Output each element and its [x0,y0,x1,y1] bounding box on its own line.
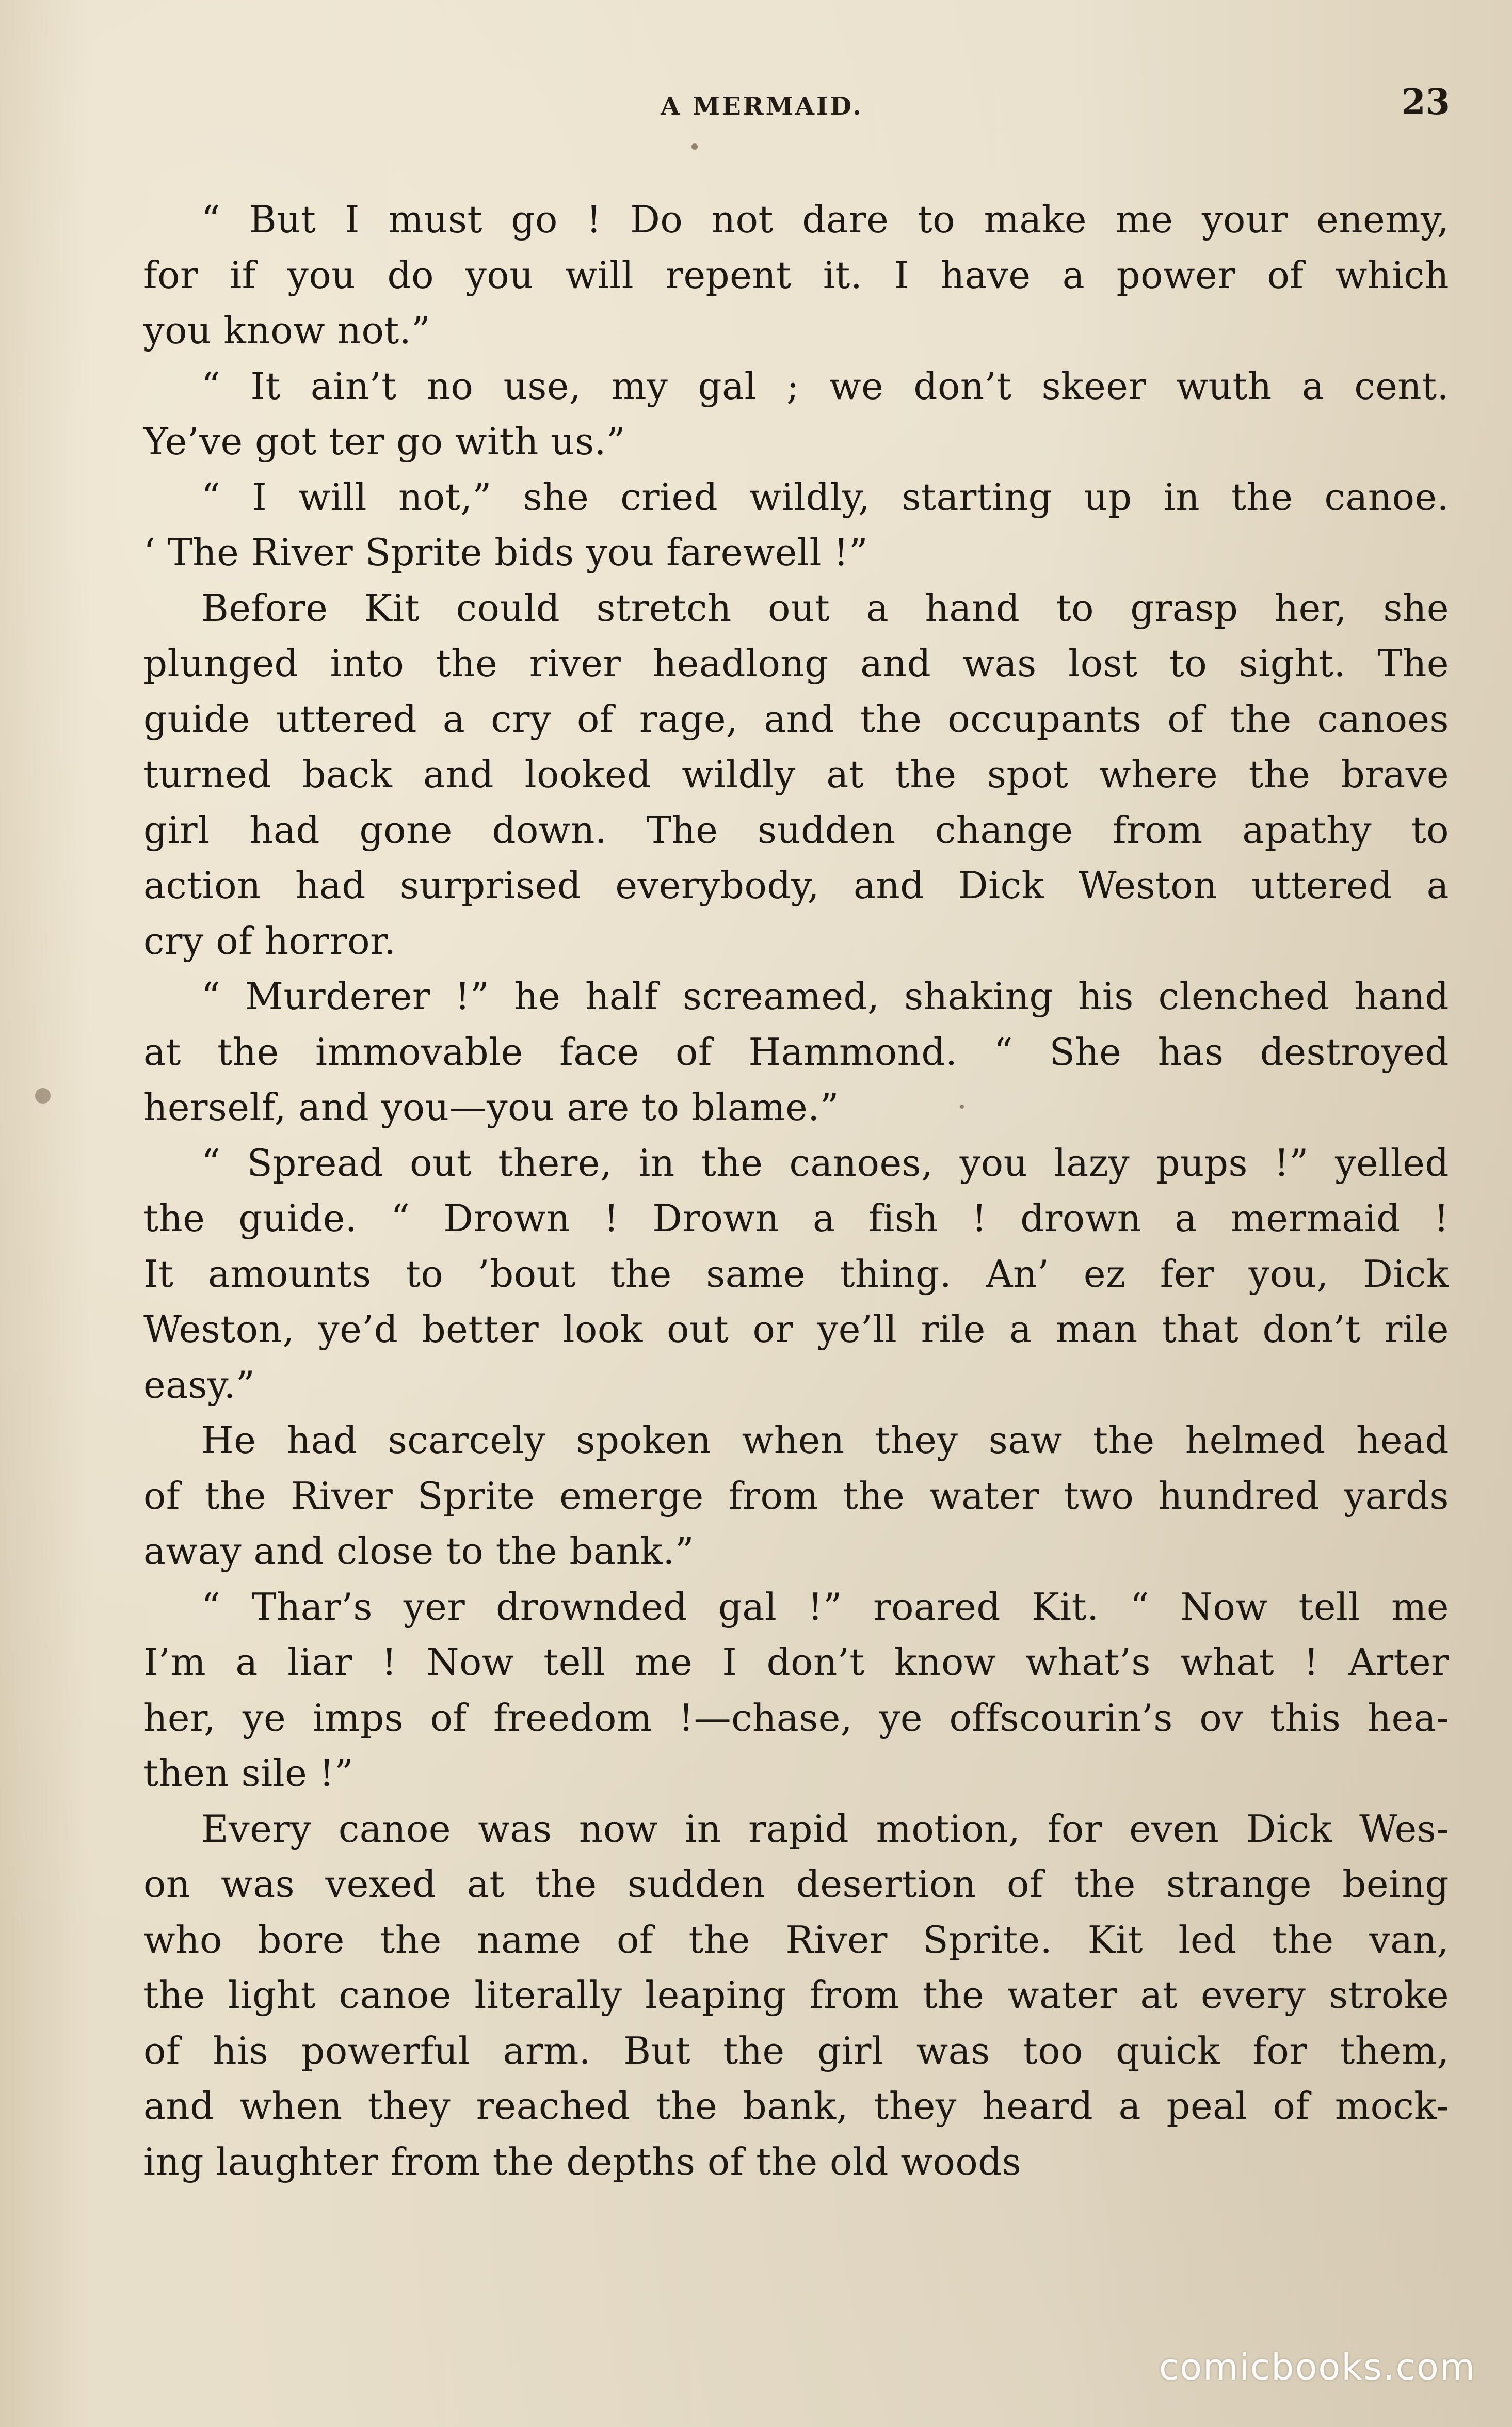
ink-speck [691,143,698,150]
ink-speck [35,1088,51,1104]
text-line: “ Murderer !” he half screamed, shaking his clenched hand [201,975,1449,1018]
ink-speck [960,1105,964,1109]
text-line: “ But I must go ! Do not dare to make me your enemy, [201,198,1449,241]
watermark: comicbooks.com [1159,2346,1476,2388]
text-line: “ Spread out there, in the canoes, you lazy pups !” yelled [201,1141,1449,1185]
page-number: 23 [1401,82,1450,123]
text-line: at the immovable face of Hammond. “ She has destroyed [143,1030,1449,1074]
text-line: plunged into the river headlong and was lost to sight. The [143,642,1449,685]
text-line: on was vexed at the sudden desertion of the strange being [143,1862,1449,1906]
text-line: “ Thar’s yer drownded gal !” roared Kit. “ Now tell me [201,1585,1449,1628]
text-line: turned back and looked wildly at the spot where the brave [143,753,1449,796]
text-line: girl had gone down. The sudden change from apathy to [143,808,1449,852]
text-line: cry of horror. [143,919,396,963]
text-line: of the River Sprite emerge from the water two hundred yards [143,1474,1449,1518]
text-line: Ye’ve got ter go with us.” [143,420,626,463]
text-line: the guide. “ Drown ! Drown a fish ! drown a mermaid ! [143,1196,1449,1240]
text-line: who bore the name of the River Sprite. Kit led the van, [143,1918,1449,1961]
text-line: easy.” [143,1363,255,1407]
text-line: away and close to the bank.” [143,1529,695,1573]
text-line: I’m a liar ! Now tell me I don’t know what’s what ! Arter [143,1640,1449,1684]
text-line: herself, and you—you are to blame.” [143,1085,839,1129]
body-text [143,192,1449,2190]
text-line: of his powerful arm. But the girl was too quick for them, [143,2029,1449,2072]
text-line: Weston, ye’d better look out or ye’ll rile a man that don’t rile [143,1307,1449,1351]
text-line: for if you do you will repent it. I have a power of which [143,253,1449,297]
text-line: and when they reached the bank, they heard a peal of mock- [143,2084,1449,2128]
text-line: guide uttered a cry of rage, and the occupants of the canoes [143,697,1449,741]
text-line: ‘ The River Sprite bids you farewell !” [143,531,868,574]
page-header [139,77,1450,139]
text-line: the light canoe literally leaping from the water at every stroke [143,1973,1449,2017]
text-line: Every canoe was now in rapid motion, for even Dick Wes- [201,1807,1449,1850]
text-line: “ I will not,” she cried wildly, starting up in the canoe. [201,475,1449,519]
text-line: He had scarcely spoken when they saw the helmed head [201,1418,1449,1462]
text-line: Before Kit could stretch out a hand to grasp her, she [201,586,1449,630]
running-head: A MERMAID. [661,92,864,121]
text-line: her, ye imps of freedom !—chase, ye offscourin’s ov this hea- [143,1696,1449,1739]
text-line: action had surprised everybody, and Dick Weston uttered a [143,864,1449,907]
text-line: “ It ain’t no use, my gal ; we don’t skeer wuth a cent. [201,364,1449,408]
text-line: It amounts to ’bout the same thing. An’ ez fer you, Dick [143,1252,1449,1296]
text-line: then sile !” [143,1751,354,1795]
text-line: you know not.” [143,309,431,352]
text-line: ing laughter from the depths of the old woods [143,2139,1022,2183]
